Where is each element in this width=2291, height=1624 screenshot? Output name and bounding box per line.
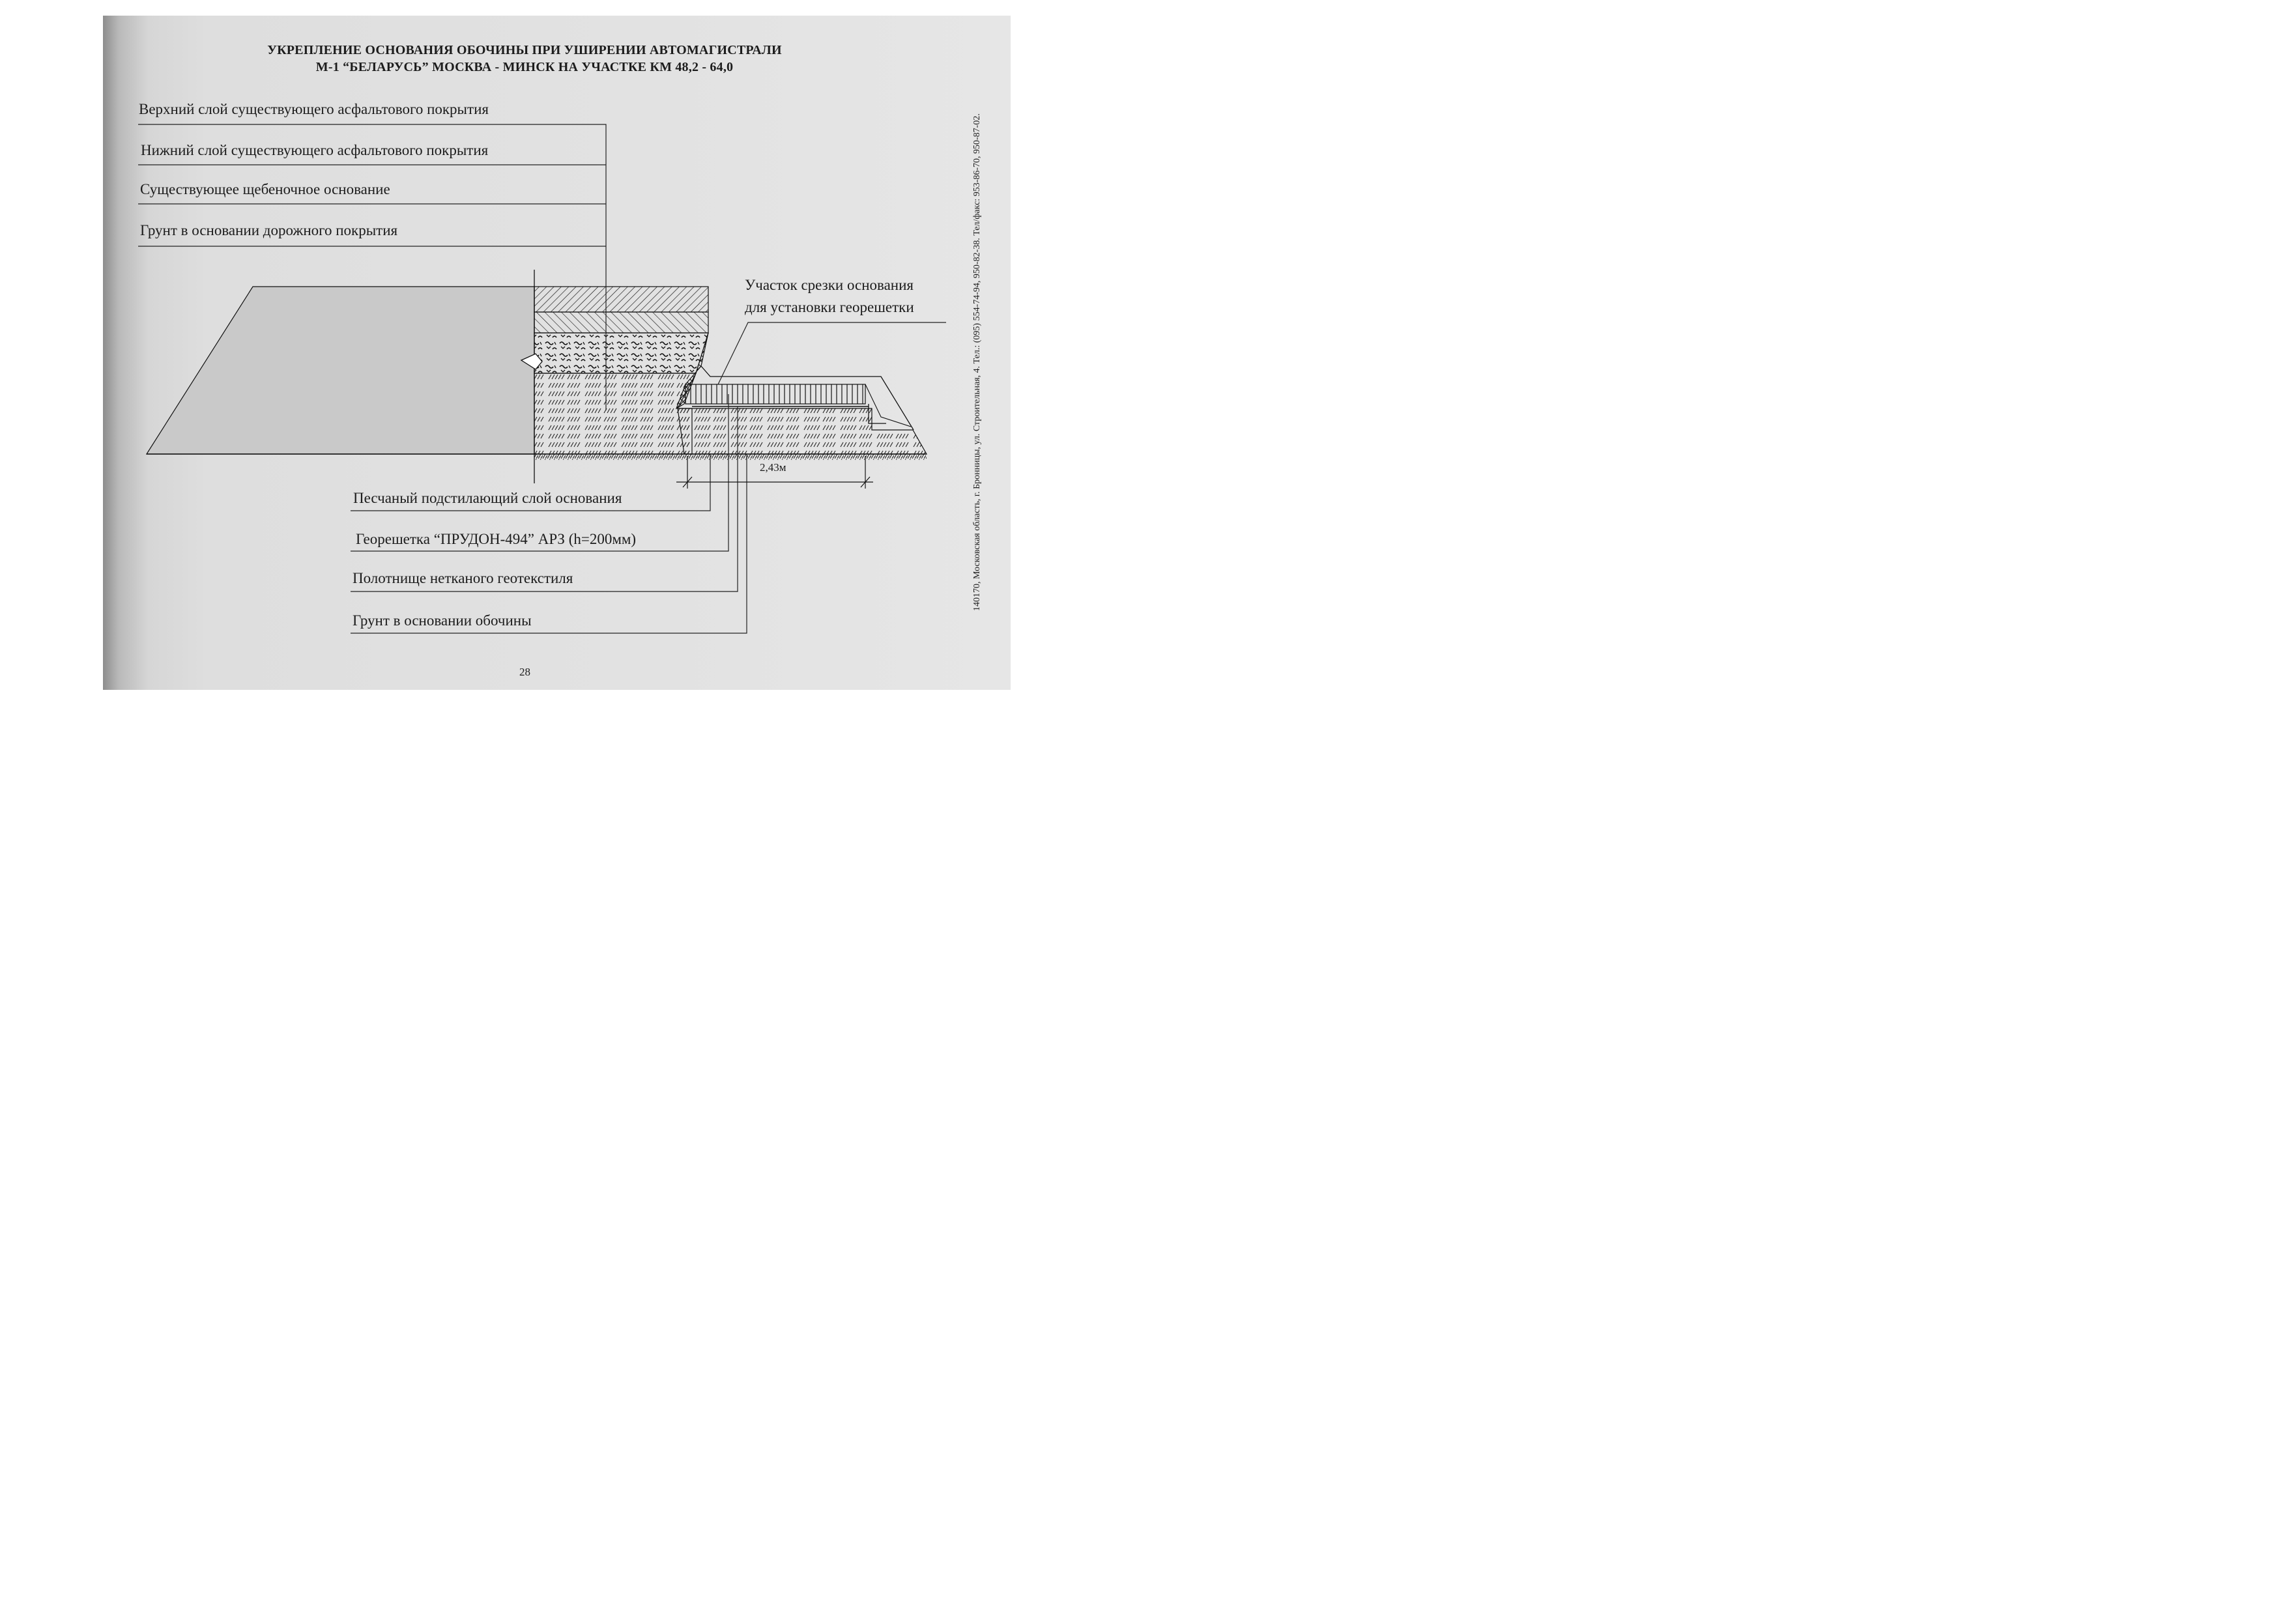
embankment-body bbox=[147, 287, 534, 454]
page-number: 28 bbox=[519, 666, 530, 678]
label-shoulder-soil: Грунт в основании обочины bbox=[353, 612, 532, 629]
side-address-text: 140170, Московская область, г. Бронницы, ул. Строительная, 4. Тел.: (095) 554-74-94, 950-82-38. Тел/факс: 953-86-70, 950-87-02. bbox=[972, 113, 982, 611]
leader-line-cut bbox=[718, 322, 946, 384]
label-upper-asphalt: Верхний слой существующего асфальтового покрытия bbox=[139, 101, 489, 117]
lower-asphalt-layer bbox=[534, 312, 708, 333]
geogrid-layer bbox=[685, 384, 865, 404]
upper-asphalt-layer bbox=[534, 287, 708, 312]
shoulder-sand-layer bbox=[678, 408, 927, 454]
crushed-stone-base bbox=[534, 333, 708, 373]
dimension-label: 2,43м bbox=[760, 461, 786, 474]
label-geotextile: Полотнище нетканого геотекстиля bbox=[353, 570, 573, 586]
label-cut-area-line-1: Участок срезки основания bbox=[745, 277, 914, 293]
label-crushed-stone-base: Существующее щебеночное основание bbox=[140, 181, 390, 197]
label-cut-area-line-2: для установки георешетки bbox=[745, 299, 914, 315]
ground-hatch bbox=[534, 454, 927, 460]
label-road-subgrade: Грунт в основании дорожного покрытия bbox=[140, 222, 398, 238]
label-geogrid: Георешетка “ПРУДОН-494” АРЗ (h=200мм) bbox=[356, 531, 637, 547]
label-sand-layer: Песчаный подстилающий слой основания bbox=[353, 490, 622, 506]
road-subgrade-soil bbox=[534, 373, 696, 454]
diagram-title-line-1: УКРЕПЛЕНИЕ ОСНОВАНИЯ ОБОЧИНЫ ПРИ УШИРЕНИИ АВТОМАГИСТРАЛИ bbox=[267, 43, 782, 57]
diagram-title-line-2: М-1 “БЕЛАРУСЬ” МОСКВА - МИНСК НА УЧАСТКЕ КМ 48,2 - 64,0 bbox=[315, 60, 734, 74]
label-lower-asphalt: Нижний слой существующего асфальтового покрытия bbox=[141, 142, 489, 158]
